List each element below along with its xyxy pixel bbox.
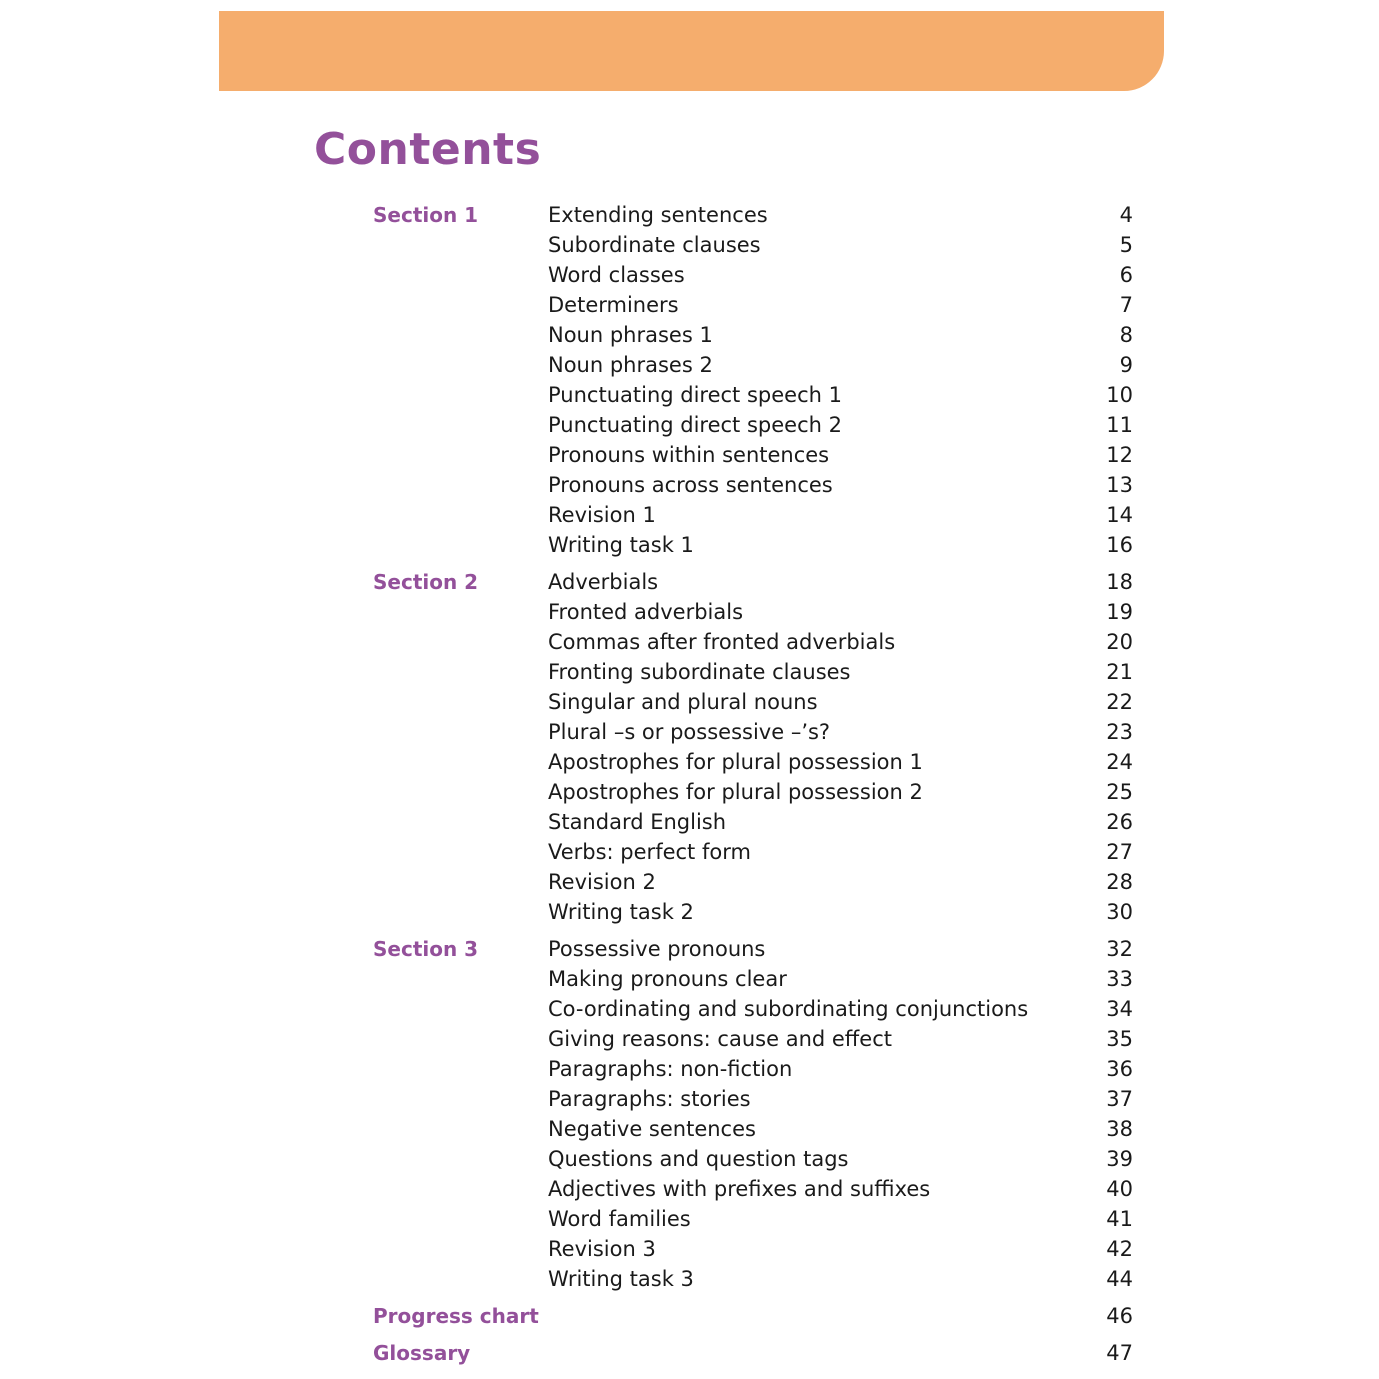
entry-title: Questions and question tags [548,1147,849,1171]
entry-title: Punctuating direct speech 2 [548,413,842,437]
entry-title: Determiners [548,293,679,317]
entry-page-number: 26 [1106,810,1133,834]
entry-page-number: 41 [1106,1207,1133,1231]
entry-page-number: 24 [1106,750,1133,774]
toc-entry [373,1114,1133,1144]
toc-entry [373,964,1133,994]
entry-page-number: 42 [1106,1237,1133,1261]
entry-title: Noun phrases 1 [548,323,713,347]
entry-title: Making pronouns clear [548,967,787,991]
entry-page-number: 13 [1106,473,1133,497]
entry-page-number: 11 [1106,413,1133,437]
entry-title: Apostrophes for plural possession 2 [548,780,923,804]
toc-entry [373,897,1133,927]
extra-page-number: 46 [1106,1304,1133,1328]
entry-title: Revision 2 [548,870,656,894]
toc-entry [373,410,1133,440]
toc-entry [373,1054,1133,1084]
extra-page-number: 47 [1106,1341,1133,1365]
toc-entry [373,807,1133,837]
toc-entry [373,1234,1133,1264]
toc-section [373,200,1133,560]
toc-extra-entry [373,1301,1133,1331]
toc-entry [373,1174,1133,1204]
entry-page-number: 4 [1119,203,1133,227]
entry-page-number: 27 [1106,840,1133,864]
entry-page-number: 30 [1106,900,1133,924]
toc-entry [373,934,1133,964]
toc-extra-entry [373,1338,1133,1368]
entry-title: Singular and plural nouns [548,690,818,714]
entry-page-number: 21 [1106,660,1133,684]
toc-entry [373,350,1133,380]
entry-title: Extending sentences [548,203,768,227]
entry-title: Commas after fronted adverbials [548,630,896,654]
entry-title: Negative sentences [548,1117,756,1141]
entry-title: Pronouns across sentences [548,473,833,497]
extra-label: Glossary [373,1341,471,1365]
entry-title: Possessive pronouns [548,937,766,961]
page-title: Contents [314,124,542,175]
entry-page-number: 9 [1119,353,1133,377]
table-of-contents [373,200,1133,1368]
toc-entry [373,440,1133,470]
entry-page-number: 35 [1106,1027,1133,1051]
toc-entry [373,627,1133,657]
entry-title: Noun phrases 2 [548,353,713,377]
section-label: Section 3 [373,937,479,961]
entry-title: Word classes [548,263,685,287]
section-label: Section 1 [373,203,479,227]
toc-entry [373,777,1133,807]
entry-title: Writing task 1 [548,533,694,557]
toc-entry [373,1144,1133,1174]
toc-entry [373,380,1133,410]
entry-page-number: 19 [1106,600,1133,624]
toc-entry [373,867,1133,897]
toc-entry [373,230,1133,260]
toc-entry [373,1024,1133,1054]
toc-entry [373,530,1133,560]
entry-title: Fronted adverbials [548,600,744,624]
entry-page-number: 25 [1106,780,1133,804]
extra-label: Progress chart [373,1304,539,1328]
toc-entry [373,1204,1133,1234]
entry-page-number: 12 [1106,443,1133,467]
entry-title: Writing task 2 [548,900,694,924]
toc-entry [373,567,1133,597]
section-label: Section 2 [373,570,479,594]
entry-title: Co-ordinating and subordinating conjunctions [548,997,1029,1021]
entry-title: Adverbials [548,570,659,594]
entry-title: Punctuating direct speech 1 [548,383,842,407]
entry-page-number: 44 [1106,1267,1133,1291]
entry-title: Paragraphs: stories [548,1087,751,1111]
entry-page-number: 37 [1106,1087,1133,1111]
entry-page-number: 36 [1106,1057,1133,1081]
toc-section [373,934,1133,1294]
entry-title: Plural –s or possessive –’s? [548,720,831,744]
entry-page-number: 7 [1119,293,1133,317]
entry-page-number: 5 [1119,233,1133,257]
entry-page-number: 16 [1106,533,1133,557]
entry-page-number: 10 [1106,383,1133,407]
entry-title: Apostrophes for plural possession 1 [548,750,923,774]
toc-entry [373,597,1133,627]
toc-entry [373,260,1133,290]
entry-page-number: 40 [1106,1177,1133,1201]
entry-title: Pronouns within sentences [548,443,830,467]
toc-entry [373,1084,1133,1114]
toc-entry [373,837,1133,867]
entry-title: Revision 3 [548,1237,656,1261]
toc-section [373,567,1133,927]
entry-title: Giving reasons: cause and effect [548,1027,892,1051]
entry-page-number: 22 [1106,690,1133,714]
entry-title: Adjectives with prefixes and suffixes [548,1177,931,1201]
toc-entry [373,470,1133,500]
header-band [219,11,1164,91]
toc-entry [373,994,1133,1024]
entry-page-number: 39 [1106,1147,1133,1171]
entry-title: Word families [548,1207,691,1231]
entry-title: Fronting subordinate clauses [548,660,851,684]
entry-page-number: 33 [1106,967,1133,991]
entry-page-number: 23 [1106,720,1133,744]
entry-title: Revision 1 [548,503,656,527]
entry-page-number: 8 [1119,323,1133,347]
entry-page-number: 28 [1106,870,1133,894]
entry-title: Verbs: perfect form [548,840,751,864]
entry-title: Paragraphs: non-fiction [548,1057,793,1081]
entry-page-number: 18 [1106,570,1133,594]
toc-entry [373,687,1133,717]
entry-page-number: 20 [1106,630,1133,654]
toc-entry [373,717,1133,747]
toc-entry [373,747,1133,777]
entry-page-number: 6 [1119,263,1133,287]
entry-title: Subordinate clauses [548,233,761,257]
entry-title: Writing task 3 [548,1267,694,1291]
entry-page-number: 34 [1106,997,1133,1021]
toc-entry [373,290,1133,320]
entry-title: Standard English [548,810,727,834]
toc-entry [373,500,1133,530]
entry-page-number: 14 [1106,503,1133,527]
toc-entry [373,200,1133,230]
toc-entry [373,657,1133,687]
entry-page-number: 32 [1106,937,1133,961]
toc-entry [373,320,1133,350]
toc-entry [373,1264,1133,1294]
entry-page-number: 38 [1106,1117,1133,1141]
